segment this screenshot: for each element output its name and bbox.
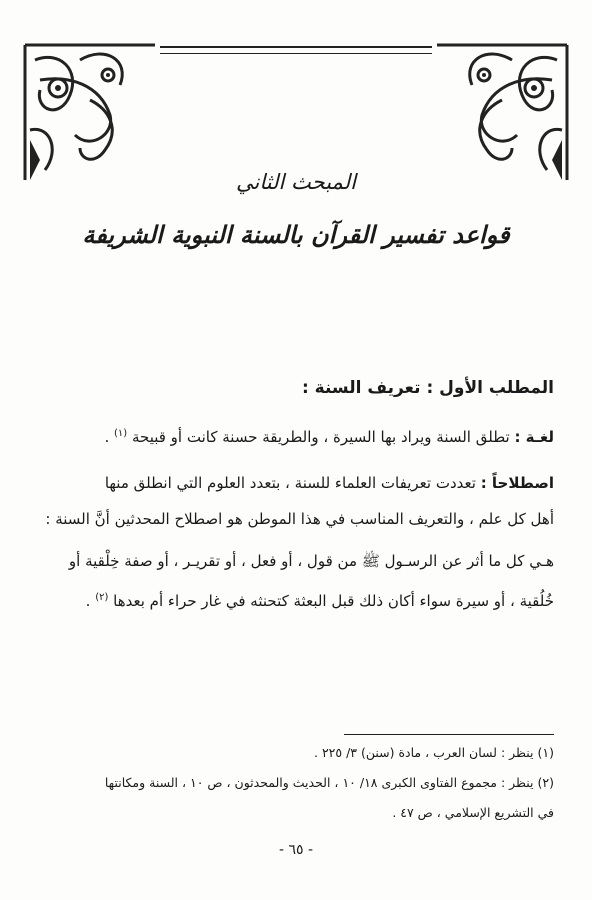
lugha-text: تطلق السنة ويراد بها السيرة ، والطريقة حسنة كانت أو قبيحة bbox=[127, 428, 515, 446]
footnote-1: (١) ينظر : لسان العرب ، مادة (سنن) ٣/ ٢٢٥ . bbox=[314, 745, 554, 760]
paragraph-istilah-line-3: هـي كل ما أثر عن الرسـول ﷺ من قول ، أو فعل ، أو تقريـر ، أو صفة خِلْقية أو bbox=[68, 552, 554, 570]
footnote-2-line-2: في التشريع الإسلامي ، ص ٤٧ . bbox=[392, 805, 554, 820]
paragraph-istilah-line-2: أهل كل علم ، والتعريف المناسب في هذا الموطن هو اصطلاح المحدثين أنَّ السنة : bbox=[45, 510, 554, 528]
footnote-rule bbox=[344, 734, 554, 735]
paragraph-istilah-line-4 bbox=[38, 592, 554, 610]
istilah-line-4-text: خُلُقية ، أو سيرة سواء أكان ذلك قبل البعثة كتحنثه في غار حراء أم بعدها bbox=[108, 592, 554, 610]
lugha-end: . bbox=[104, 428, 115, 446]
corner-ornament-left-icon bbox=[20, 40, 160, 185]
footnote-2-line-1: (٢) ينظر : مجموع الفتاوى الكبرى ١٨/ ١٠ ، الحديث والمحدثون ، ص ١٠ ، السنة ومكانتها bbox=[104, 775, 554, 790]
chapter-label: المبحث الثاني bbox=[236, 170, 356, 194]
footnote-ref-2: (٢) bbox=[95, 592, 109, 603]
istilah-end: . bbox=[85, 592, 96, 610]
chapter-title: قواعد تفسير القرآن بالسنة النبوية الشريفة bbox=[82, 220, 510, 249]
page-number: - ٦٥ - bbox=[278, 842, 314, 858]
paragraph-lugha bbox=[38, 428, 554, 446]
header-rule bbox=[160, 46, 432, 54]
term-istilah: اصطلاحاً : bbox=[480, 474, 554, 492]
istilah-line-1-text: تعددت تعريفات العلماء للسنة ، بتعدد العلوم التي انطلق منها bbox=[104, 474, 481, 492]
corner-ornament-right-icon bbox=[432, 40, 572, 185]
paragraph-istilah-line-1 bbox=[38, 474, 554, 492]
footnote-ref-1: (١) bbox=[114, 428, 128, 439]
term-lugha: لغـة : bbox=[514, 428, 554, 446]
section-heading: المطلب الأول : تعريف السنة : bbox=[301, 378, 554, 398]
